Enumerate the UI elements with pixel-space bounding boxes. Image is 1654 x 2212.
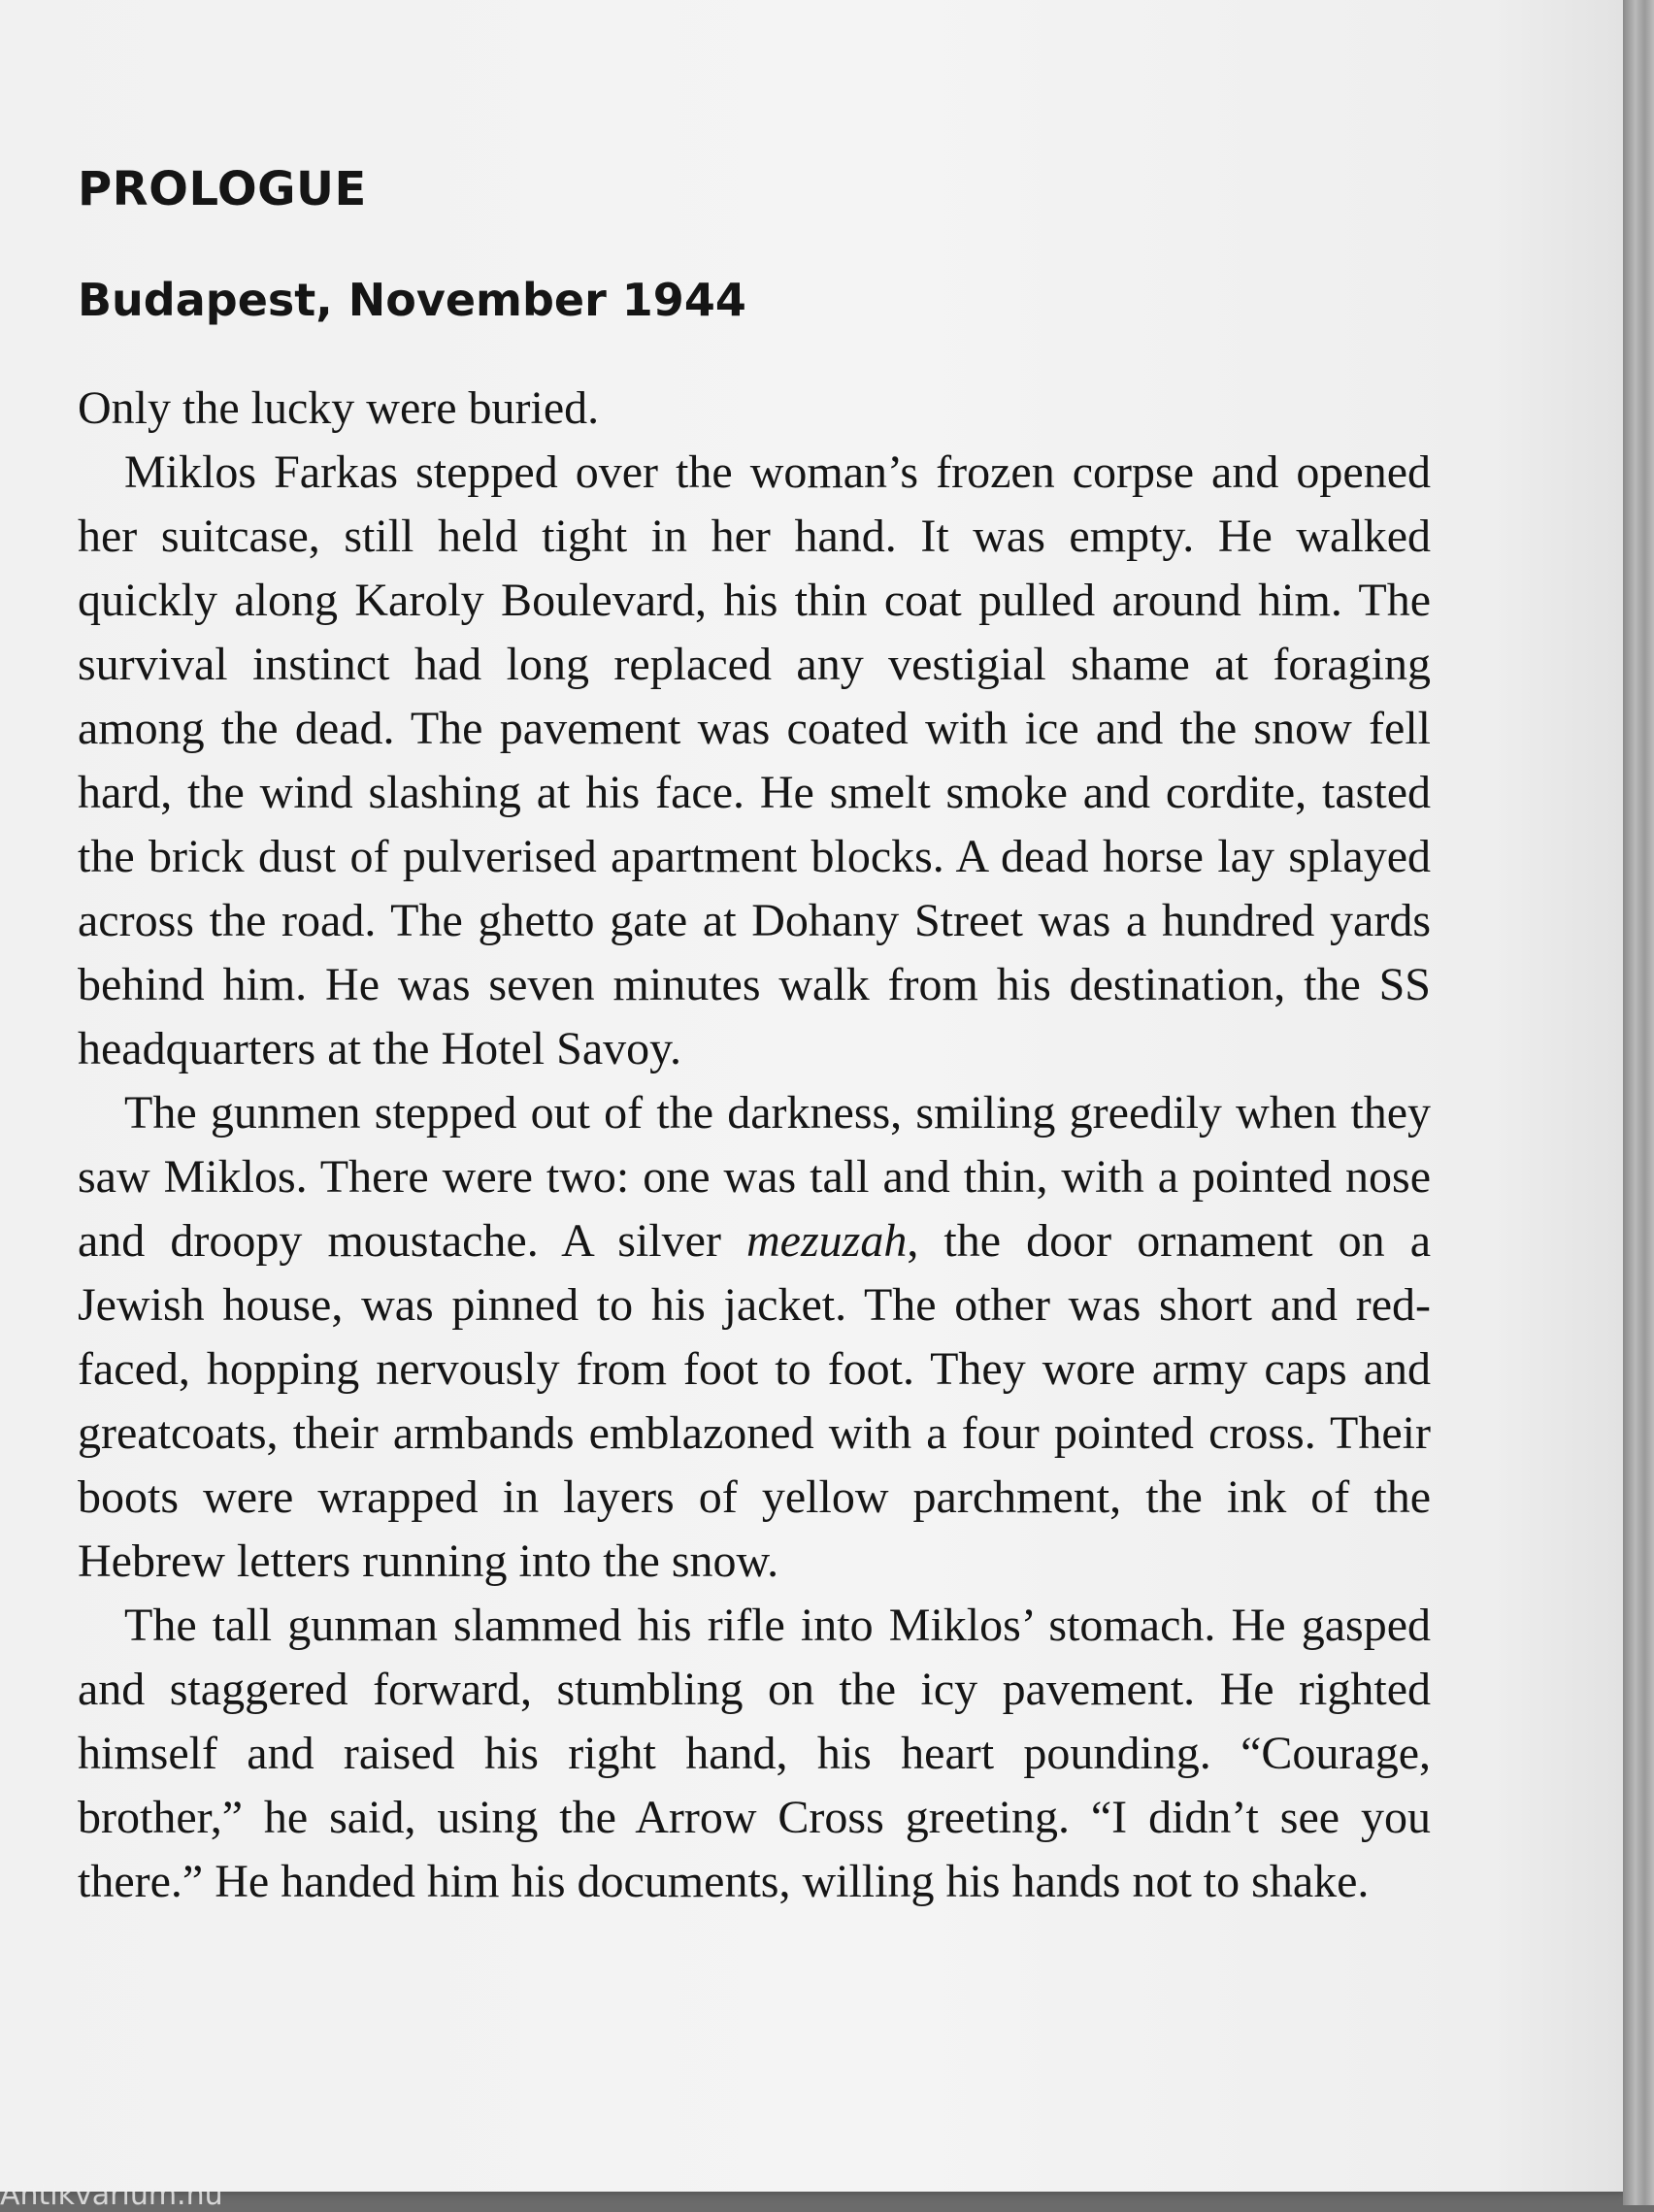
paragraph-gunmen-text-2: , the door ornament on a Jewish house, was pinned to his jacket. The other was short and red-faced, hopping nervously from foot to foot. They wore army caps and greatcoats, their armbands emblazoned with a four pointed cross. Their boots were wrapped in layers of yellow parchment, the ink of the Hebrew letters running into the snow. xyxy=(78,1215,1431,1587)
chapter-heading: PROLOGUE xyxy=(78,162,367,216)
italic-term-mezuzah: mezuzah xyxy=(746,1215,908,1267)
location-heading: Budapest, November 1944 xyxy=(78,274,746,326)
watermark: Antikvarium.hu xyxy=(0,2178,223,2212)
paragraph-tall-gunman: The tall gunman slammed his rifle into Miklos’ stomach. He gasped and staggered forward, stumbling on the icy pavement. He righted himself and raised his right hand, his heart pounding. “Courage, brother,” he said, using the Arrow Cross greeting. “I didn’t see you there.” He handed him his documents, willing his hands not to shake. xyxy=(78,1600,1431,1907)
paragraph-opening: Only the lucky were buried. xyxy=(78,382,600,434)
page-content xyxy=(78,157,1431,1914)
paragraph-gunmen xyxy=(78,1081,1431,1594)
paragraph-gunmen-text-1: The gunmen stepped out of the darkness, smiling greedily when they saw Miklos. There were two: one was tall and thin, with a pointed nose and droopy moustache. A silver xyxy=(78,1087,1431,1267)
body-text xyxy=(78,377,1431,1914)
paragraph-miklos-farkas: Miklos Farkas stepped over the woman’s frozen corpse and opened her suitcase, still held tight in her hand. It was empty. He walked quickly along Karoly Boulevard, his thin coat pulled around him. The survival instinct had long replaced any vestigial shame at foraging among the dead. The pavement was coated with ice and the snow fell hard, the wind slashing at his face. He smelt smoke and cordite, tasted the brick dust of pulverised apartment blocks. A dead horse lay splayed across the road. The ghetto gate at Dohany Street was a hundred yards behind him. He was seven minutes walk from his destination, the SS headquarters at the Hotel Savoy. xyxy=(78,446,1431,1074)
page-edge xyxy=(1623,0,1654,2205)
